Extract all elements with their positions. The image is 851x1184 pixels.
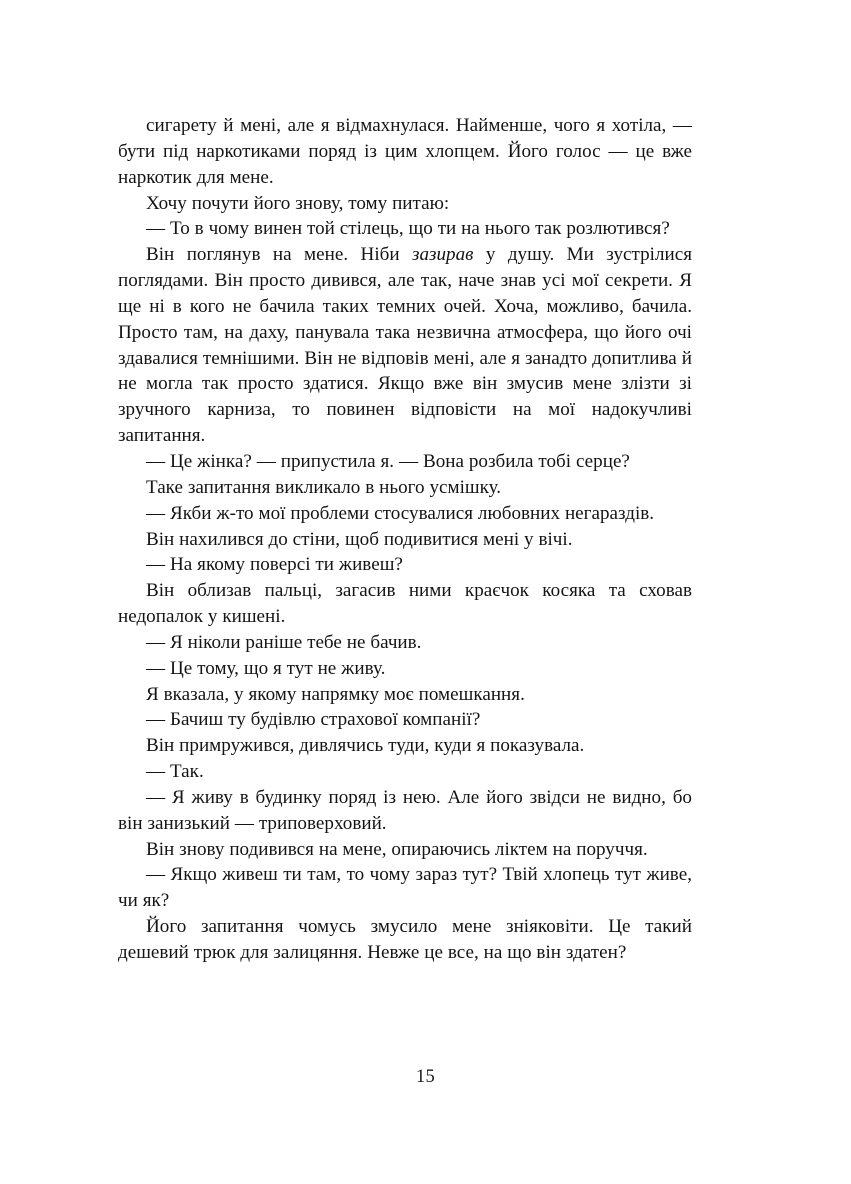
paragraph-dialogue: — Так. [146, 761, 204, 783]
paragraph-text-after-emphasis: у душу. Ми зустрілися поглядами. Він просто дивився, але так, наче знав усі мої секрети. Я ще ні в кого не бачила таких темних очей. Хоча, можливо, бачила. Просто там, на даху, панувала така незвична атмосфера, що його очі здавалися темнішими. Він не відповів мені, але я занадто допитлива й не могла так просто здатися. Якщо вже він змусив мене злізти зі зручного карниза, то повинен відповісти на мої надокучливі запитання. [118, 244, 692, 447]
paragraph: Таке запитання викликало в нього усмішку. [146, 476, 502, 498]
paragraph-dialogue: — Я живу в будинку поряд із нею. Але його звідси не видно, бо він занизький — триповерховий. [118, 786, 692, 834]
paragraph: Його запитання чомусь змусило мене зніяковіти. Це такий дешевий трюк для залицяння. Невже це все, на що він здатен? [118, 916, 692, 963]
paragraph-dialogue: — Це жінка? — припустила я. — Вона розбила тобі серце? [146, 450, 630, 472]
page-text-block [118, 113, 692, 966]
paragraph-dialogue: — На якому поверсі ти живеш? [146, 554, 403, 576]
paragraph-dialogue: — То в чому винен той стілець, що ти на нього так розлютився? [146, 218, 670, 240]
paragraph: Я вказала, у якому напрямку моє помешкання. [146, 683, 525, 705]
paragraph-dialogue: — Це тому, що я тут не живу. [146, 657, 386, 679]
paragraph-dialogue: — Якби ж-то мої проблеми стосувалися любовних негараздів. [146, 502, 655, 524]
paragraph: Він примружився, дивлячись туди, куди я показувала. [146, 735, 585, 757]
paragraph-with-italic-emphasis [118, 242, 692, 449]
page-number: 15 [415, 1067, 436, 1087]
paragraph: Він облизав пальці, загасив ними краєчок косяка та сховав недопалок у кишені. [118, 580, 692, 628]
paragraph: Він знову подивився на мене, опираючись ліктем на поруччя. [146, 838, 648, 860]
paragraph: сигарету й мені, але я відмахнулася. Найменше, чого я хотіла, — бути під наркотиками поряд із цим хлопцем. Його голос — це вже наркотик для мене. [118, 115, 692, 188]
emphasis-word: зазирав [412, 244, 474, 266]
paragraph-dialogue: — Якщо живеш ти там, то чому зараз тут? Твій хлопець тут живе, чи як? [118, 864, 692, 912]
paragraph: Він нахилився до стіни, щоб подивитися мені у вічі. [146, 528, 573, 550]
paragraph: Хочу почути його знову, тому питаю: [146, 192, 450, 214]
paragraph-dialogue: — Бачиш ту будівлю страхової компанії? [146, 709, 481, 731]
paragraph-text-before-emphasis: Він поглянув на мене. Ніби [146, 244, 412, 266]
paragraph-dialogue: — Я ніколи раніше тебе не бачив. [146, 631, 422, 653]
